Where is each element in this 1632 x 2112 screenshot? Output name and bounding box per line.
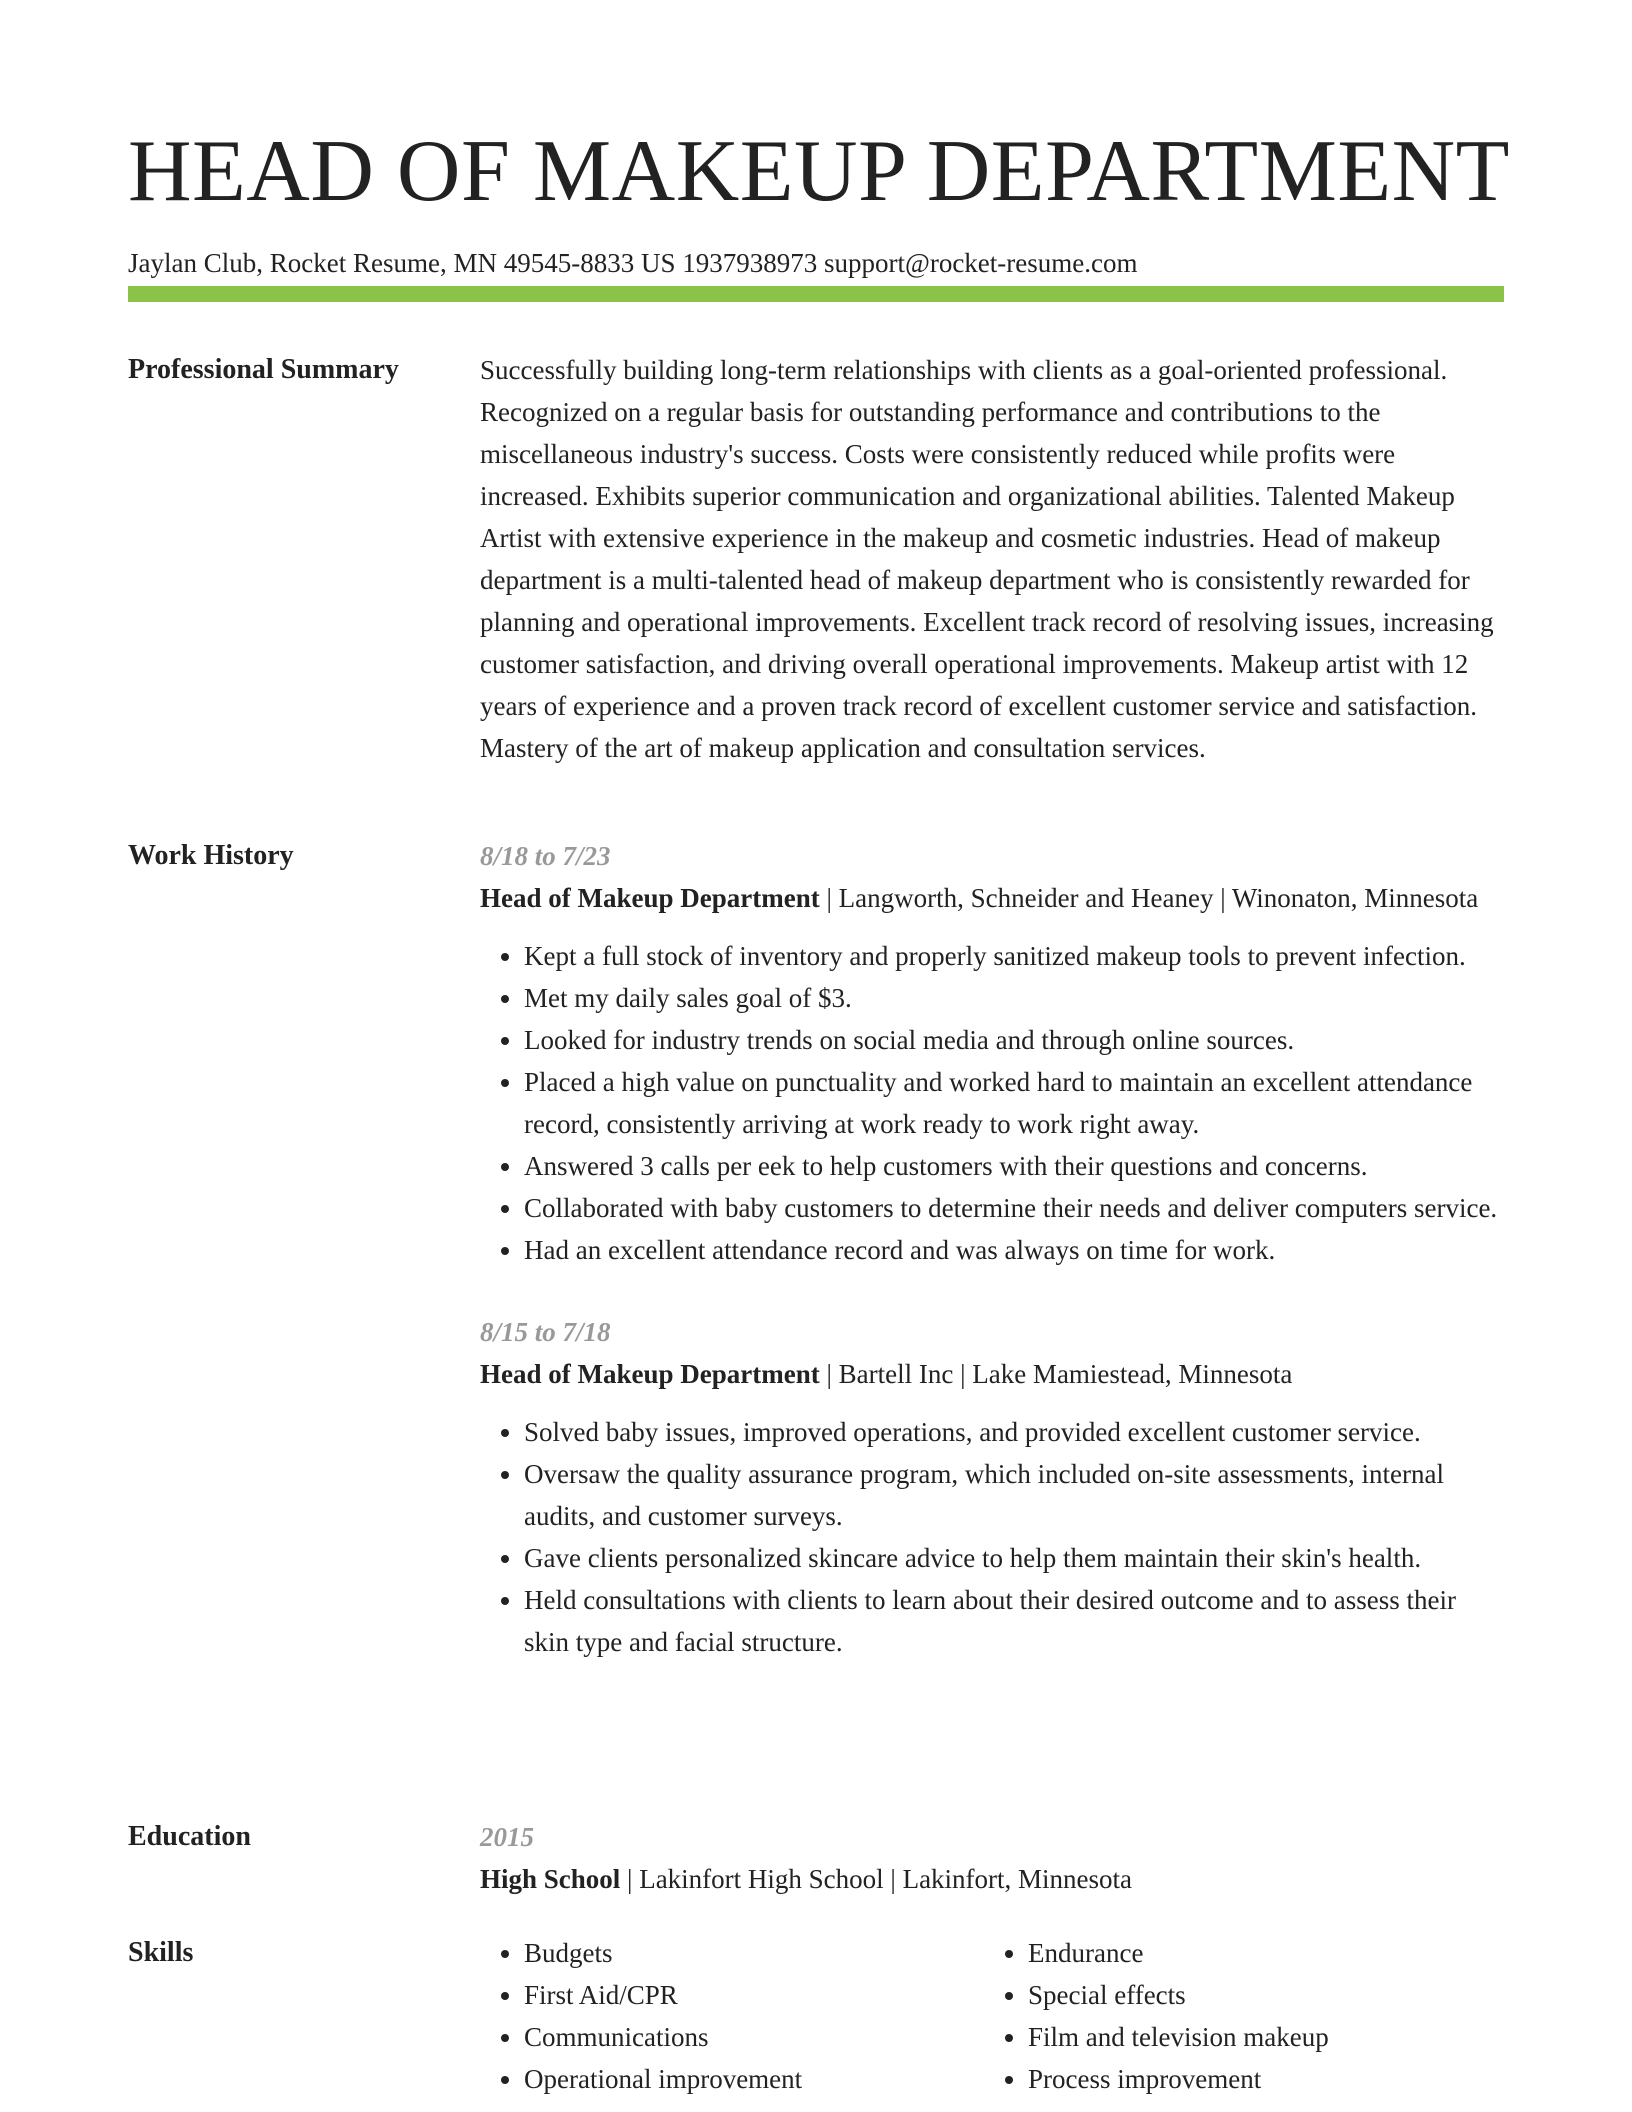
job-date: 8/15 to 7/18 bbox=[480, 1317, 611, 1347]
education-degree: High School bbox=[480, 1864, 621, 1894]
list-item: • First Aid/CPR bbox=[524, 1974, 984, 2016]
job-entry bbox=[480, 835, 1504, 1271]
list-item: • Endurance bbox=[1028, 1932, 1488, 1974]
job-bullets bbox=[480, 1411, 1504, 1663]
skills-columns bbox=[480, 1932, 1504, 2100]
section-label-summary: Professional Summary bbox=[128, 354, 399, 385]
skills-list-right bbox=[984, 1932, 1488, 2100]
job-bullets bbox=[480, 935, 1504, 1271]
list-item: • Kept a full stock of inventory and properly sanitized makeup tools to prevent infection. bbox=[524, 935, 1504, 977]
list-item: • Operational improvement bbox=[524, 2058, 984, 2100]
contact-line: Jaylan Club, Rocket Resume, MN 49545-8833 US 1937938973 support@rocket-resume.com bbox=[128, 248, 1138, 278]
work-body bbox=[480, 835, 1504, 1663]
job-title-line bbox=[480, 1353, 1504, 1395]
list-item: • Held consultations with clients to learn about their desired outcome and to assess their skin type and facial structure. bbox=[524, 1579, 1504, 1663]
list-item: • Solved baby issues, improved operations, and provided excellent customer service. bbox=[524, 1411, 1504, 1453]
skills-body bbox=[480, 1932, 1504, 2100]
summary-text: Successfully building long-term relationships with clients as a goal-oriented professional. Recognized on a regular basis for outstanding performance and contributions to the miscellaneous industry's success. Costs were consistently reduced while profits were increased. Exhibits superior communication and organizational abilities. Talented Makeup Artist with extensive experience in the makeup and cosmetic industries. Head of makeup department is a multi-talented head of makeup department who is consistently rewarded for planning and operational improvements. Excellent track record of resolving issues, increasing customer satisfaction, and driving overall operational improvements. Makeup artist with 12 years of experience and a proven track record of excellent customer service and satisfaction. Mastery of the art of makeup application and consultation services. bbox=[480, 355, 1494, 763]
job-details: | Langworth, Schneider and Heaney | Winonaton, Minnesota bbox=[819, 883, 1479, 913]
summary-body bbox=[480, 349, 1504, 769]
list-item: • Special effects bbox=[1028, 1974, 1488, 2016]
list-item: • Collaborated with baby customers to determine their needs and deliver computers service. bbox=[524, 1187, 1504, 1229]
job-details: | Bartell Inc | Lake Mamiestead, Minnesota bbox=[819, 1359, 1293, 1389]
education-line bbox=[480, 1858, 1504, 1900]
list-item: • Communications bbox=[524, 2016, 984, 2058]
section-label-education: Education bbox=[128, 1821, 251, 1852]
list-item: • Had an excellent attendance record and was always on time for work. bbox=[524, 1229, 1504, 1271]
job-title-line bbox=[480, 877, 1504, 919]
education-date: 2015 bbox=[480, 1822, 534, 1852]
job-entry bbox=[480, 1311, 1504, 1663]
job-role: Head of Makeup Department bbox=[480, 883, 820, 913]
list-item: • Placed a high value on punctuality and worked hard to maintain an excellent attendance record, consistently arriving at work ready to work right away. bbox=[524, 1061, 1504, 1145]
list-item: • Process improvement bbox=[1028, 2058, 1488, 2100]
education-details: | Lakinfort High School | Lakinfort, Minnesota bbox=[620, 1864, 1133, 1894]
list-item: • Met my daily sales goal of $3. bbox=[524, 977, 1504, 1019]
job-date: 8/18 to 7/23 bbox=[480, 841, 611, 871]
list-item: • Film and television makeup bbox=[1028, 2016, 1488, 2058]
list-item: • Gave clients personalized skincare advice to help them maintain their skin's health. bbox=[524, 1537, 1504, 1579]
page-title: HEAD OF MAKEUP DEPARTMENT bbox=[128, 123, 1510, 220]
skills-list-left bbox=[480, 1932, 984, 2100]
job-role: Head of Makeup Department bbox=[480, 1359, 820, 1389]
list-item: • Budgets bbox=[524, 1932, 984, 1974]
list-item: • Oversaw the quality assurance program, which included on-site assessments, internal audits, and customer surveys. bbox=[524, 1453, 1504, 1537]
accent-divider bbox=[128, 286, 1504, 302]
list-item: • Looked for industry trends on social media and through online sources. bbox=[524, 1019, 1504, 1061]
section-label-skills: Skills bbox=[128, 1937, 194, 1968]
list-item: • Answered 3 calls per eek to help customers with their questions and concerns. bbox=[524, 1145, 1504, 1187]
resume-header bbox=[128, 120, 1510, 280]
education-body bbox=[480, 1816, 1504, 1900]
section-label-work: Work History bbox=[128, 840, 294, 871]
